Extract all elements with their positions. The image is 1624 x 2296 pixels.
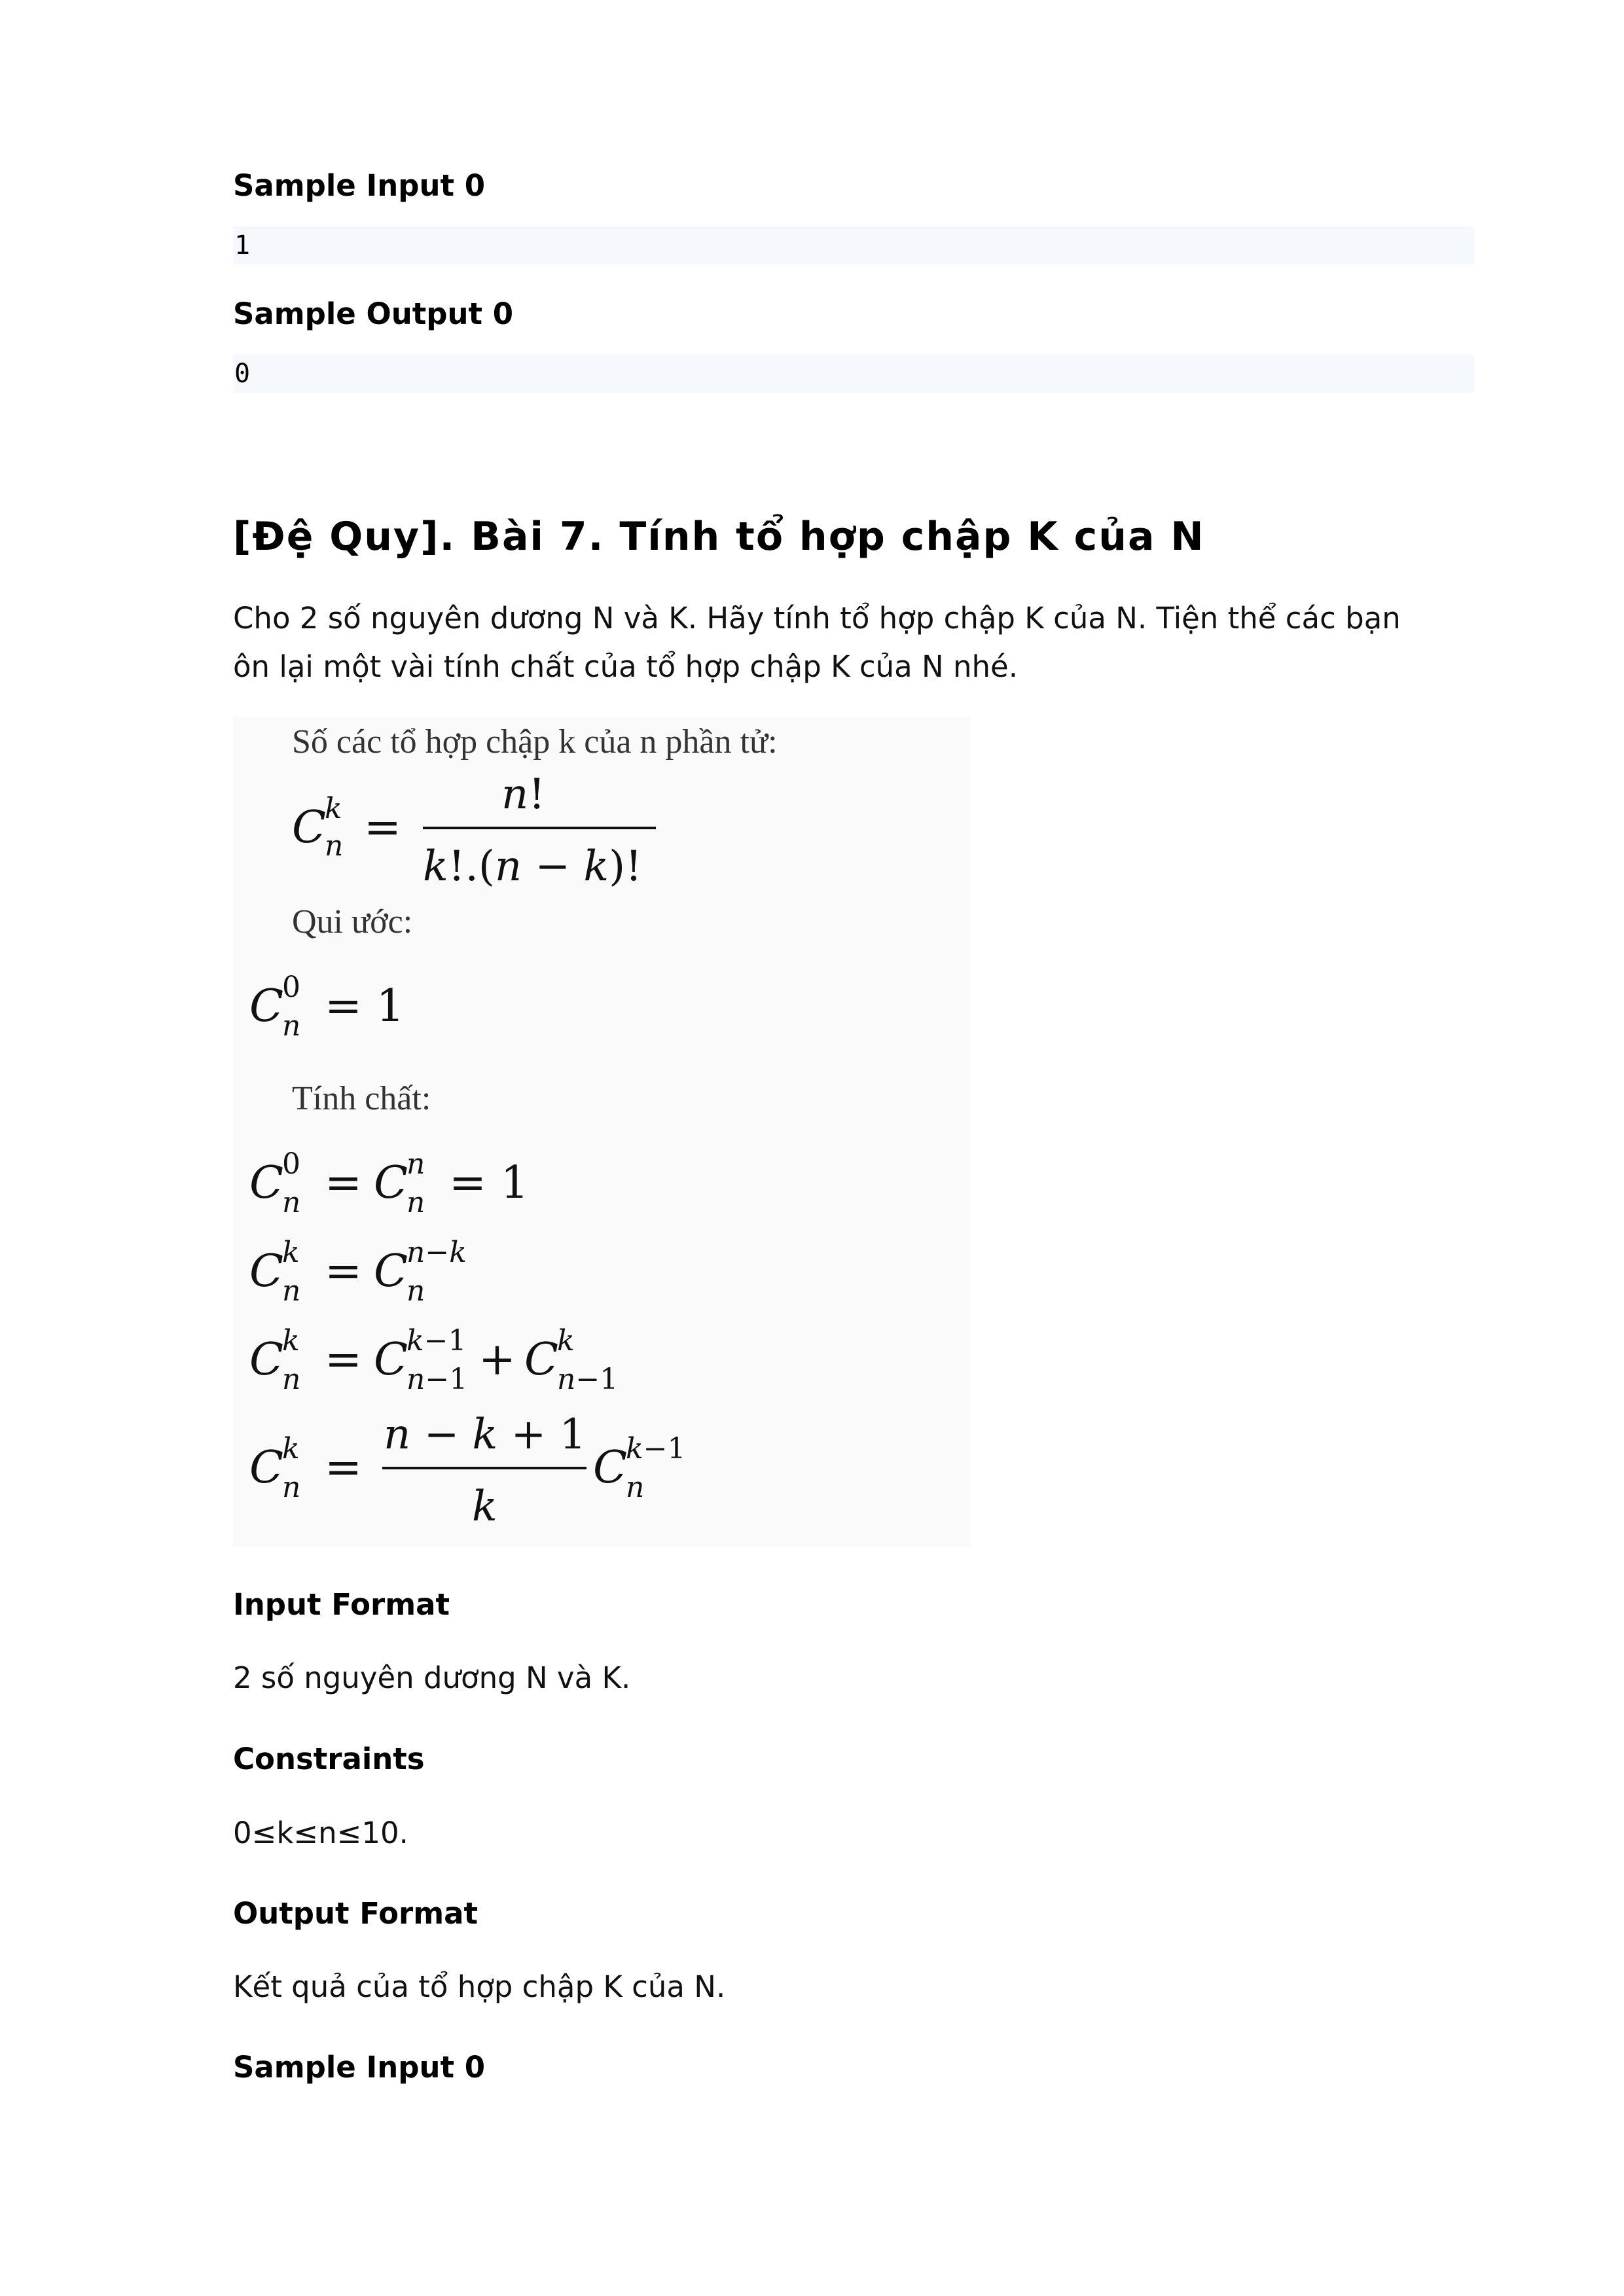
svg-text:n: n [406, 1274, 425, 1308]
svg-text:k: k [472, 1482, 497, 1531]
input-format-text: 2 số nguyên dương N và K. [233, 1660, 631, 1695]
caption-properties: Tính chất: [292, 1080, 431, 1117]
svg-text:k−1: k−1 [626, 1432, 686, 1465]
svg-text:C: C [249, 1246, 284, 1297]
sample-input-value: 1 [234, 230, 251, 260]
svg-text:k!.(n − k)!: k!.(n − k)! [423, 842, 642, 891]
svg-text:+: + [478, 1334, 516, 1386]
svg-text:n−1: n−1 [557, 1363, 619, 1396]
svg-text:n: n [406, 1186, 425, 1219]
svg-text:C: C [593, 1442, 628, 1494]
svg-text:C: C [249, 1157, 284, 1209]
svg-text:0: 0 [282, 971, 300, 1004]
problem-title: [Đệ Quy]. Bài 7. Tính tổ hợp chập K của N [233, 514, 1205, 560]
formula-definition [292, 770, 656, 891]
sample-input-label: Sample Input 0 [233, 168, 486, 203]
svg-text:=: = [364, 802, 401, 853]
svg-text:k: k [282, 1236, 300, 1269]
problem-description-line-1: Cho 2 số nguyên dương N và K. Hãy tính tổ hợp chập K của N. Tiện thể các bạn [233, 601, 1401, 636]
document-page [233, 0, 1474, 2296]
svg-text:C: C [249, 980, 284, 1032]
svg-text:=: = [325, 1442, 362, 1494]
svg-text:C: C [249, 1442, 284, 1494]
input-format-label: Input Format [233, 1587, 450, 1622]
svg-text:k: k [557, 1324, 575, 1357]
svg-text:n: n [282, 1186, 301, 1219]
svg-text:=: = [325, 1246, 362, 1297]
formula-property-3 [249, 1324, 618, 1396]
svg-text:n: n [282, 1471, 301, 1504]
problem-description-line-2: ôn lại một vài tính chất của tổ hợp chập K của N nhé. [233, 649, 1019, 684]
caption-convention: Qui ước: [292, 903, 413, 941]
formula-property-2 [249, 1236, 467, 1308]
svg-text:C: C [374, 1246, 408, 1297]
svg-text:n: n [282, 1009, 301, 1043]
sample-input-block [233, 226, 1474, 264]
svg-text:n!: n! [501, 770, 545, 819]
svg-text:= 1: = 1 [325, 980, 405, 1032]
svg-text:k: k [325, 792, 342, 825]
sample-output-value: 0 [234, 359, 251, 389]
svg-text:k: k [282, 1432, 300, 1465]
svg-text:= 1: = 1 [449, 1157, 529, 1209]
formula-svg [233, 717, 970, 1547]
sample-output-label: Sample Output 0 [233, 296, 514, 331]
svg-text:k−1: k−1 [406, 1324, 467, 1357]
svg-text:C: C [374, 1334, 408, 1386]
svg-text:n: n [406, 1147, 425, 1181]
svg-text:n−k: n−k [406, 1236, 467, 1269]
svg-text:n: n [282, 1363, 301, 1396]
svg-text:k: k [282, 1324, 300, 1357]
svg-text:C: C [524, 1334, 559, 1386]
formula-image [233, 717, 970, 1547]
svg-text:n: n [626, 1471, 645, 1504]
output-format-text: Kết quả của tổ hợp chập K của N. [233, 1969, 726, 2004]
formula-convention [249, 971, 405, 1043]
sample-output-block [233, 355, 1474, 393]
svg-text:n: n [325, 829, 344, 863]
constraints-text: 0≤k≤n≤10. [233, 1816, 408, 1850]
formula-property-1 [249, 1147, 529, 1219]
svg-text:n: n [282, 1274, 301, 1308]
svg-text:n − k + 1: n − k + 1 [384, 1410, 586, 1459]
formula-property-4 [249, 1410, 686, 1531]
output-format-label: Output Format [233, 1896, 478, 1931]
svg-text:=: = [325, 1157, 362, 1209]
svg-text:C: C [292, 802, 327, 853]
caption-definition: Số các tổ hợp chập k của n phần tử: [292, 723, 778, 761]
svg-text:C: C [249, 1334, 284, 1386]
constraints-label: Constraints [233, 1742, 425, 1776]
svg-text:C: C [374, 1157, 408, 1209]
svg-text:n−1: n−1 [406, 1363, 468, 1396]
svg-text:0: 0 [282, 1147, 300, 1181]
svg-text:=: = [325, 1334, 362, 1386]
sample-input-label-2: Sample Input 0 [233, 2050, 486, 2085]
